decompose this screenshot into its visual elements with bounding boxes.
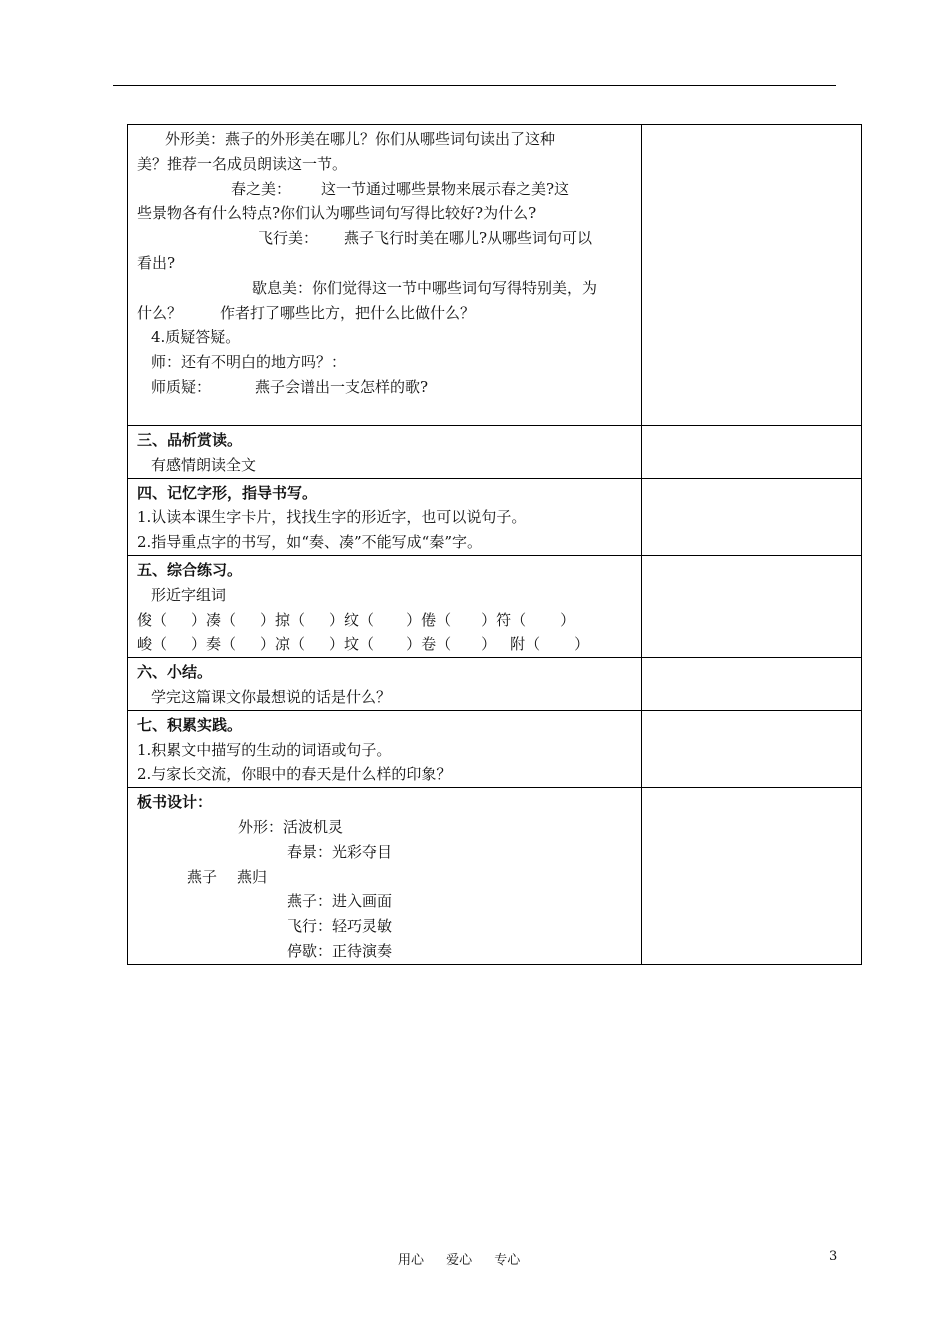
text-fragment: 师质疑： [151, 377, 212, 396]
board-word: 燕归 [237, 867, 268, 886]
notes-cell [642, 658, 862, 711]
word-blank: ） [481, 635, 497, 654]
text-line [137, 375, 634, 400]
text-line: 师：还有不明白的地方吗？： [151, 353, 347, 372]
notes-cell [642, 125, 862, 426]
text-line: 看出? [137, 253, 176, 272]
table-row [128, 788, 862, 965]
table-row [128, 658, 862, 711]
text-fragment: 作者打了哪些比方，把什么比做什么？ [220, 303, 476, 322]
board-line: 外形：活波机灵 [238, 817, 344, 836]
word-blank: ） [560, 610, 576, 629]
word-row [137, 632, 634, 657]
word-blank: ）纹（ [329, 610, 375, 629]
question: 燕子飞行时美在哪儿?从哪些词句可以 [344, 229, 593, 248]
content-cell [128, 658, 642, 711]
text-line: 些景物各有什么特点?你们认为哪些词句写得比较好?为什么? [137, 204, 537, 223]
word-blank: ）坟（ [329, 635, 375, 654]
content-cell [128, 426, 642, 479]
section-title: 五、综合练习。 [137, 560, 243, 579]
content-cell [128, 710, 642, 787]
word-blank: ）倦（ [406, 610, 452, 629]
text-line [137, 301, 634, 326]
text-line: 1.积累文中描写的生动的词语或句子。 [137, 740, 392, 759]
header-rule [113, 85, 836, 86]
board-line: 飞行：轻巧灵敏 [287, 917, 393, 936]
content-cell [128, 555, 642, 657]
word-blank: ）掠（ [260, 610, 306, 629]
content-cell [128, 478, 642, 555]
section-title: 三、品析赏读。 [137, 431, 243, 449]
word-blank: ） [574, 635, 590, 654]
text-line [137, 177, 634, 202]
word-blank: ）卷（ [406, 635, 452, 654]
label-spring: 春之美： [231, 179, 292, 198]
notes-cell [642, 555, 862, 657]
text-line: 有感情朗读全文 [151, 455, 257, 474]
table-row [128, 426, 862, 479]
text-line: 歇息美：你们觉得这一节中哪些词句写得特别美，为 [252, 278, 598, 297]
text-fragment: 燕子会谱出一支怎样的歌? [255, 377, 429, 396]
board-word: 燕子 [187, 867, 218, 886]
word-blank: ）符（ [481, 610, 527, 629]
board-line: 燕子：进入画面 [287, 892, 393, 911]
word-blank: ）凑（ [191, 610, 237, 629]
text-line: 学完这篇课文你最想说的话是什么？ [151, 687, 392, 706]
lesson-plan-table [127, 124, 862, 965]
word-blank: ）奏（ [191, 635, 237, 654]
section-title: 板书设计： [137, 793, 213, 812]
board-line: 停歇：正待演奏 [287, 941, 393, 960]
table-row [128, 555, 862, 657]
word-blank: 峻（ [137, 635, 168, 654]
label-flight: 飞行美： [258, 229, 319, 248]
table-row [128, 710, 862, 787]
text-line [137, 226, 634, 251]
section-title: 六、小结。 [137, 663, 213, 682]
notes-cell [642, 710, 862, 787]
board-line [137, 865, 634, 890]
footer-motto: 用心 爱心 专心 [398, 1253, 521, 1268]
question: 这一节通过哪些景物来展示春之美?这 [321, 179, 570, 198]
word-blank: ）凉（ [260, 635, 306, 654]
content-cell [128, 125, 642, 426]
table-row [128, 125, 862, 426]
notes-cell [642, 788, 862, 965]
board-line: 春景：光彩夺目 [287, 842, 393, 861]
text-line: 形近字组词 [151, 585, 227, 604]
page-number: 3 [829, 1249, 838, 1264]
word-row [137, 608, 634, 633]
text-line: 2.与家长交流，你眼中的春天是什么样的印象？ [137, 765, 452, 784]
content-cell [128, 788, 642, 965]
text-line: 4.质疑答疑。 [151, 328, 241, 347]
section-title: 七、积累实践。 [137, 715, 243, 734]
notes-cell [642, 426, 862, 479]
notes-cell [642, 478, 862, 555]
text-line: 1.认读本课生字卡片，找找生字的形近字，也可以说句子。 [137, 508, 527, 527]
table-row [128, 478, 862, 555]
text-line: 美？推荐一名成员朗读这一节。 [137, 154, 348, 173]
word-blank: 附（ [510, 635, 541, 654]
text-fragment: 什么？ [137, 303, 183, 322]
text-line: 2.指导重点字的书写，如“奏、凑”不能写成“秦”字。 [137, 533, 482, 552]
text-line: 外形美：燕子的外形美在哪儿？你们从哪些词句读出了这种 [165, 130, 556, 148]
section-title: 四、记忆字形，指导书写。 [137, 483, 318, 502]
word-blank: 俊（ [137, 610, 168, 629]
